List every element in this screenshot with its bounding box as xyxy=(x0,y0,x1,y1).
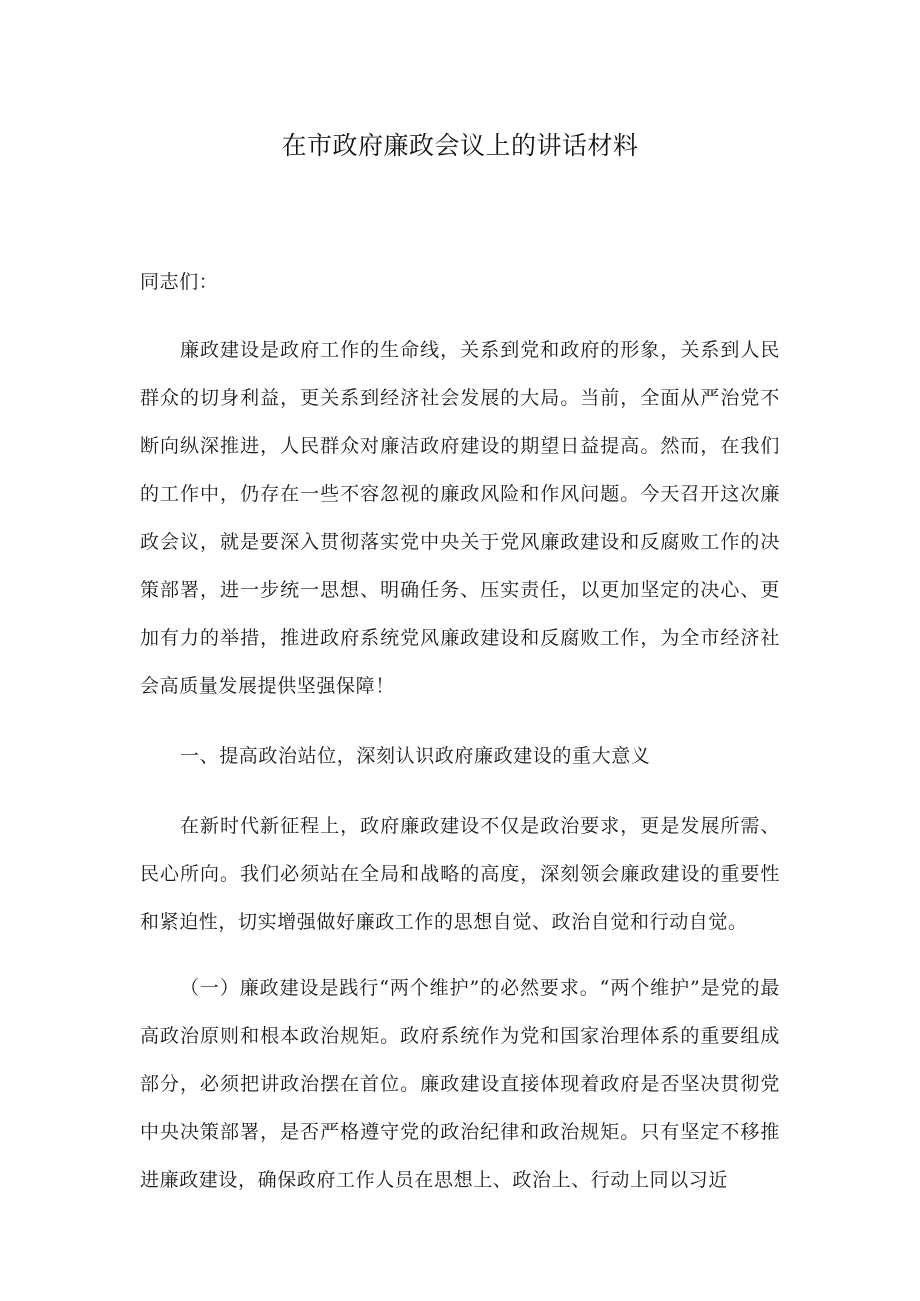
document-title: 在市政府廉政会议上的讲话材料 xyxy=(281,131,639,160)
paragraph-section-1: 在新时代新征程上，政府廉政建设不仅是政治要求，更是发展所需、民心所向。我们必须站在全局和战略的高度，深刻领会廉政建设的重要性和紧迫性，切实增强做好廉政工作的思想自觉、政治自觉和行动自觉。 xyxy=(140,815,780,933)
paragraph-subsection-1: （一）廉政建设是践行“两个维护”的必然要求。“两个维护”是党的最高政治原则和根本政治规矩。政府系统作为党和国家治理体系的重要组成部分，必须把讲政治摆在首位。廉政建设直接体现着政府是否坚决贯彻党中央决策部署，是否严格遵守党的政治纪律和政治规矩。只有坚定不移推进廉政建设，确保政府工作人员在思想上、政治上、行动上同以习近 xyxy=(140,977,780,1191)
paragraph-intro: 廉政建设是政府工作的生命线，关系到党和政府的形象，关系到人民群众的切身利益，更关系到经济社会发展的大局。当前，全面从严治党不断向纵深推进，人民群众对廉洁政府建设的期望日益提高。然而，在我们的工作中，仍存在一些不容忽视的廉政风险和作风问题。今天召开这次廉政会议，就是要深入贯彻落实党中央关于党风廉政建设和反腐败工作的决策部署，进一步统一思想、明确任务、压实责任，以更加坚定的决心、更加有力的举措，推进政府系统党风廉政建设和反腐败工作，为全市经济社会高质量发展提供坚强保障！ xyxy=(140,339,780,697)
section-heading-1: 一、提高政治站位，深刻认识政府廉政建设的重大意义 xyxy=(180,745,651,767)
salutation: 同志们： xyxy=(140,271,219,293)
